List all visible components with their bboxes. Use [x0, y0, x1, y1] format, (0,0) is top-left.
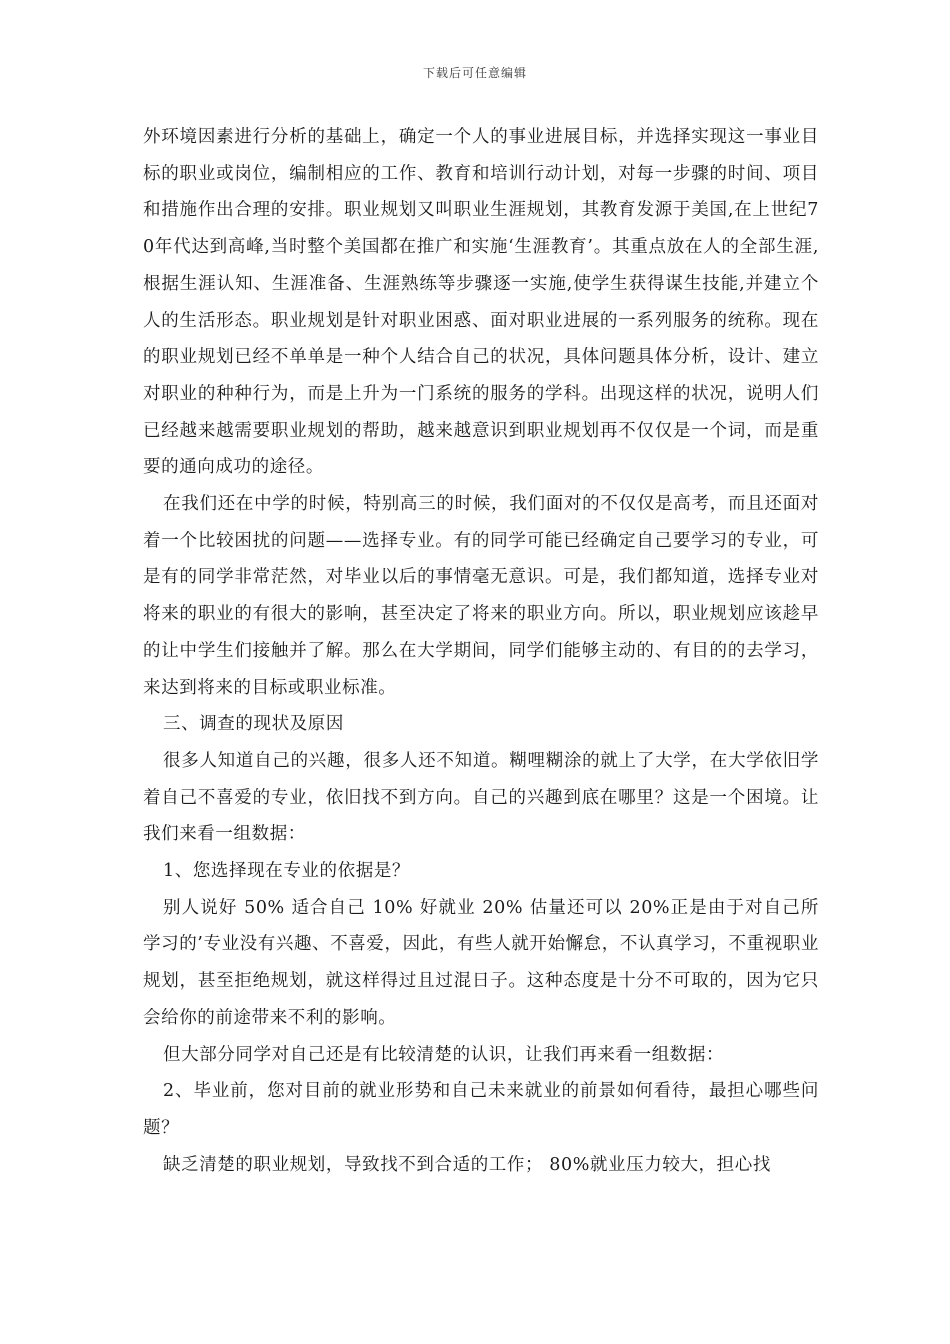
- survey-question-2: 2、毕业前，您对目前的就业形势和自己未来就业的前景如何看待，最担心哪些问题？: [143, 1081, 819, 1138]
- paragraph-survey-result-2: 缺乏清楚的职业规划，导致找不到合适的工作； 80%就业压力较大，担心找: [163, 1154, 771, 1175]
- paragraph-survey-result-1: 别人说好 50% 适合自己 10% 好就业 20% 估量还可以 20%正是由于对自己所学习的’专业没有兴趣、不喜爱，因此，有些人就开始懈怠，不认真学习，不重视职业规划，甚至拒绝规划，就这样得过且过混日子。这种态度是十分不可取的，因为它只会给你的前途带来不利的影响。: [143, 897, 819, 1028]
- paragraph-interest-dilemma: 很多人知道自己的兴趣，很多人还不知道。糊哩糊涂的就上了大学，在大学依旧学着自己不喜爱的专业，依旧找不到方向。自己的兴趣到底在哪里？这是一个困境。让我们来看一组数据：: [143, 750, 819, 845]
- paragraph-career-planning-definition: 外环境因素进行分析的基础上，确定一个人的事业进展目标，并选择实现这一事业目标的职业或岗位，编制相应的工作、教育和培训行动计划，对每一步骤的时间、项目和措施作出合理的安排。职业规划又叫职业生涯规划，其教育发源于美国,在上世纪70年代达到高峰,当时整个美国都在推广和实施‘生涯教育’。其重点放在人的全部生涯,根据生涯认知、生涯准备、生涯熟练等步骤逐一实施,使学生获得谋生技能,并建立个人的生活形态。职业规划是针对职业困惑、面对职业进展的一系列服务的统称。现在的职业规划已经不单单是一种个人结合自己的状况，具体问题具体分析，设计、建立对职业的种种行为，而是上升为一门系统的服务的学科。出现这样的状况，说明人们已经越来越需要职业规划的帮助，越来越意识到职业规划再不仅仅是一个词，而是重要的通向成功的途径。: [143, 127, 819, 478]
- section-heading-survey-status: 三、调查的现状及原因: [163, 714, 344, 735]
- paragraph-second-data-intro: 但大部分同学对自己还是有比较清楚的认识，让我们再来看一组数据：: [163, 1044, 725, 1065]
- page-header: 下载后可任意编辑: [422, 66, 527, 80]
- survey-question-1: 1、您选择现在专业的依据是？: [163, 861, 411, 882]
- document-body: [143, 119, 819, 1183]
- paragraph-high-school-major-choice: 在我们还在中学的时候，特别高三的时候，我们面对的不仅仅是高考，而且还面对着一个比较困扰的问题——选择专业。有的同学可能已经确定自己要学习的专业，可是有的同学非常茫然，对毕业以后的事情毫无意识。可是，我们都知道，选择专业对将来的职业的有很大的影响，甚至决定了将来的职业方向。所以，职业规划应该趁早的让中学生们接触并了解。那么在大学期间，同学们能够主动的、有目的的去学习，来达到将来的目标或职业标准。: [143, 494, 819, 698]
